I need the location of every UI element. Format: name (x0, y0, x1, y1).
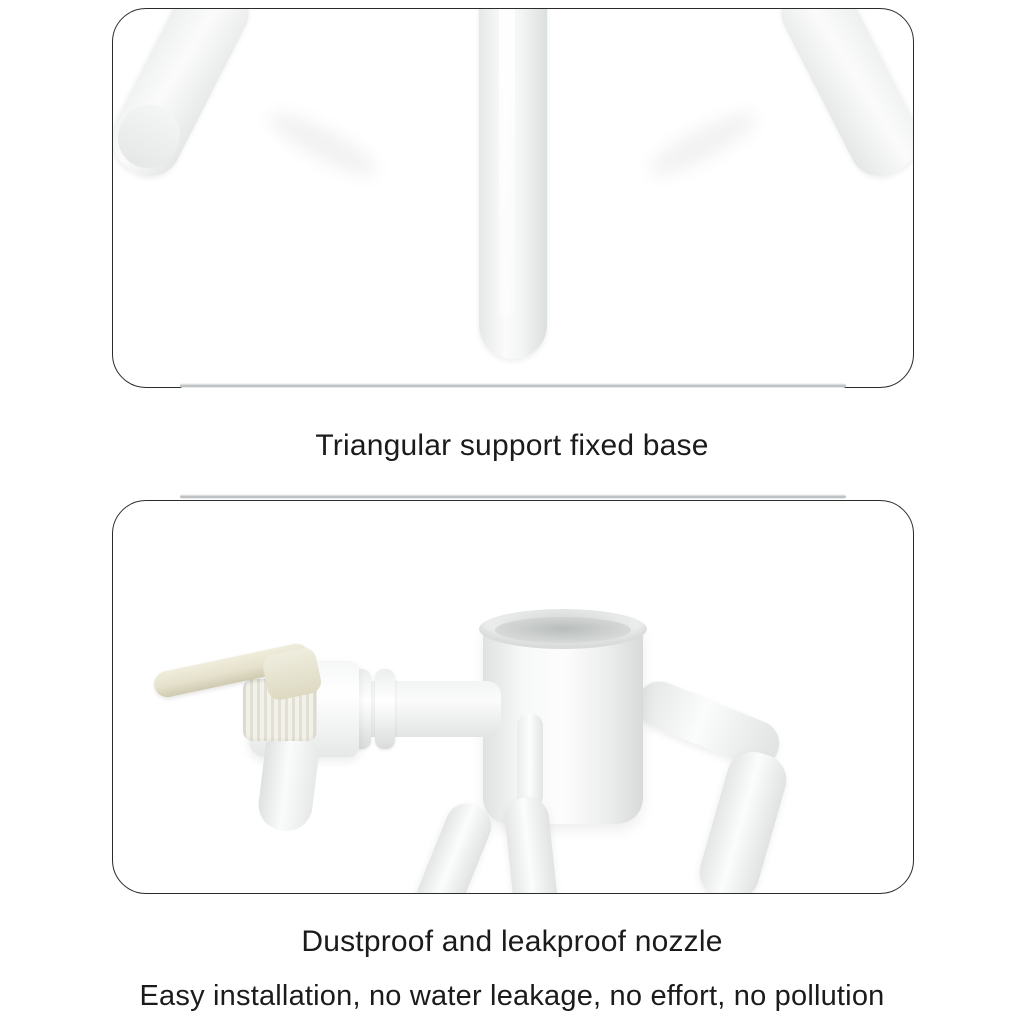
leg-shadow-right (643, 103, 763, 186)
dispenser-hub-cylinder (483, 619, 643, 824)
nozzle-illustration (113, 501, 913, 893)
connector-nut-inner (375, 669, 395, 749)
translucent-tube (517, 713, 543, 809)
dispenser-hub-opening (495, 617, 631, 643)
support-legs-illustration (113, 9, 913, 387)
spigot-spout (256, 736, 321, 834)
nozzle-photo-panel (112, 500, 914, 894)
support-leg-left (112, 8, 259, 186)
dispenser-leg-right (693, 746, 792, 894)
caption-nozzle: Dustproof and leakproof nozzle (301, 925, 723, 958)
support-leg-right (771, 8, 914, 186)
leg-shadow-left (263, 103, 383, 186)
dispenser-leg-left (410, 797, 498, 894)
divider-rule-bottom (180, 494, 846, 499)
support-leg-center (479, 8, 547, 359)
caption-installation: Easy installation, no water leakage, no effort, no pollution (139, 980, 885, 1012)
triangular-support-photo-panel (112, 8, 914, 388)
divider-rule-top (180, 383, 846, 388)
caption-triangular-support: Triangular support fixed base (315, 429, 709, 462)
